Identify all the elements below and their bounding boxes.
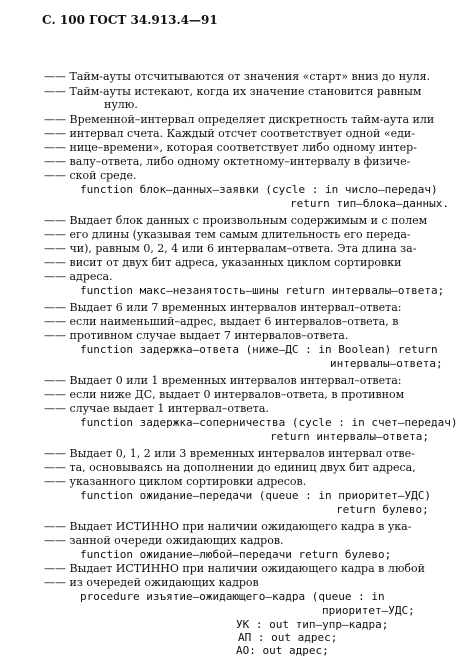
text-line: —— валу–ответа, либо одному октетному–интервалу в физиче-: [44, 155, 411, 168]
text-line: —— указанного циклом сортировки адресов.: [44, 475, 307, 488]
text-line: —— чи), равным 0, 2, 4 или 6 интервалам–ответа. Эта длина за-: [44, 242, 417, 255]
function-return: return булево;: [336, 503, 429, 516]
function-signature: function макс–незанятость–шины return интервалы–ответа;: [80, 284, 445, 297]
procedure-signature: procedure изъятие–ожидающего–кадра (queue : in: [80, 590, 385, 603]
text-line: —— адреса.: [44, 270, 113, 283]
function-signature: function задержка–соперничества (cycle : in счет–передач): [80, 416, 458, 429]
text-line: —— Временной–интервал определяет дискретность тайм-аута или: [44, 113, 435, 126]
text-line: —— занной очереди ожидающих кадров.: [44, 534, 284, 547]
function-return: интервалы–ответа;: [330, 357, 443, 370]
text-line: —— ской среде.: [44, 169, 137, 182]
function-signature: function блок–данных–заявки (cycle : in число–передач): [80, 183, 438, 196]
text-line: —— случае выдает 1 интервал–ответа.: [44, 402, 269, 415]
text-line: —— Выдает 0, 1, 2 или 3 временных интервалов интервал отве-: [44, 447, 415, 460]
text-line: —— интервал счета. Каждый отсчет соответствует одной «еди-: [44, 127, 415, 140]
text-line: —— из очередей ожидающих кадров: [44, 576, 259, 589]
text-line: —— Выдает 6 или 7 временных интервалов интервал–ответа:: [44, 301, 402, 314]
text-line: нулю.: [104, 98, 138, 111]
text-line: —— Тайм-ауты истекают, когда их значение становится равным: [44, 85, 422, 98]
text-line: —— если ниже ДС, выдает 0 интервалов–ответа, в противном: [44, 388, 405, 401]
text-line: —— нице–времени», которая соответствует либо одному интер-: [44, 141, 417, 154]
function-signature: function ожидание–передачи (queue : in приоритет–УДС): [80, 489, 431, 502]
text-line: —— если наименьший–адрес, выдает 6 интервалов–ответа, в: [44, 315, 399, 328]
page-header: С. 100 ГОСТ 34.913.4—91: [42, 13, 218, 27]
procedure-param: АО: out адрес;: [236, 644, 329, 657]
function-return: return тип–блока–данных.: [290, 197, 449, 210]
procedure-param: УК : out тип–упр–кадра;: [236, 618, 389, 631]
function-signature: function задержка–ответа (ниже–ДС : in Boolean) return: [80, 343, 438, 356]
text-line: —— висит от двух бит адреса, указанных циклом сортировки: [44, 256, 402, 269]
text-line: —— Выдает блок данных с произвольным содержимым и с полем: [44, 214, 428, 227]
text-line: —— Выдает ИСТИННО при наличии ожидающего кадра в любой: [44, 562, 425, 575]
procedure-param: АП : out адрес;: [238, 631, 338, 644]
text-line: —— та, основываясь на дополнении до единиц двух бит адреса,: [44, 461, 416, 474]
text-line: —— Выдает ИСТИННО при наличии ожидающего кадра в ука-: [44, 520, 412, 533]
text-line: —— его длины (указывая тем самым длительность его переда-: [44, 228, 411, 241]
function-signature: function ожидание–любой–передачи return булево;: [80, 548, 392, 561]
function-return: return интервалы–ответа;: [270, 430, 429, 443]
text-line: —— Выдает 0 или 1 временных интервалов интервал–ответа:: [44, 374, 402, 387]
text-line: —— противном случае выдает 7 интервалов–ответа.: [44, 329, 349, 342]
procedure-param: приоритет–УДС;: [322, 604, 415, 617]
text-line: —— Тайм-ауты отсчитываются от значения «старт» вниз до нуля.: [44, 70, 431, 83]
